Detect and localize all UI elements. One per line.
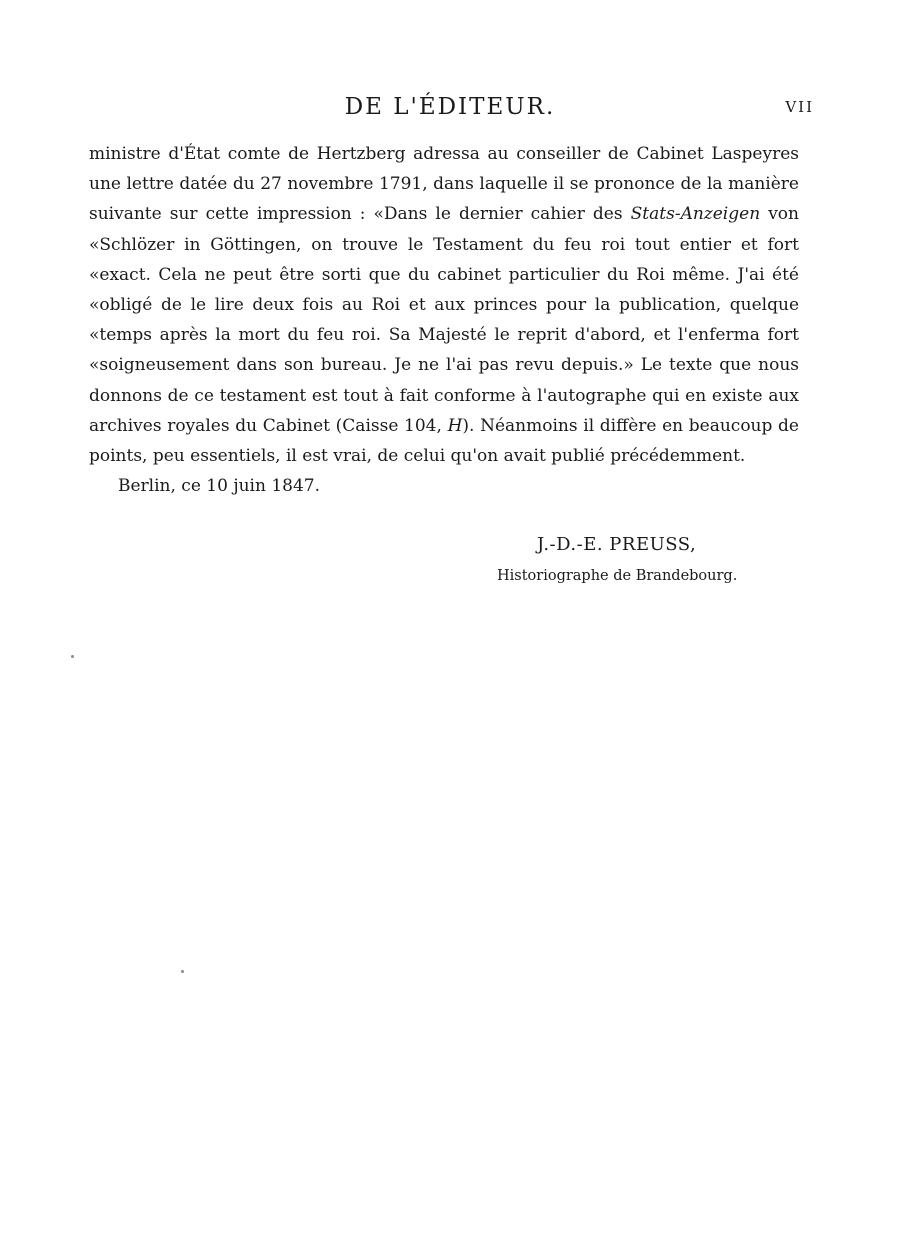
text-line: «soigneusement dans son bureau. Je ne l'ai pas revu depuis.» Le texte que nous xyxy=(89,355,799,376)
text-line: points, peu essentiels, il est vrai, de celui qu'on avait publié précédemment. xyxy=(89,445,746,466)
signature-title: Historiographe de Brandebourg. xyxy=(497,568,738,584)
page-number: VII xyxy=(785,98,814,116)
text-line: ministre d'État comte de Hertzberg adressa au conseiller de Cabinet Laspeyres xyxy=(89,144,799,164)
text-line: «temps après la mort du feu roi. Sa Majesté le reprit d'abord, et l'enferma fort xyxy=(89,325,799,346)
text-run: suivante sur cette impression : «Dans le dernier cahier des xyxy=(89,204,631,225)
text-line: «exact. Cela ne peut être sorti que du cabinet particulier du Roi même. J'ai été xyxy=(89,264,799,285)
text-run: von xyxy=(760,204,799,225)
text-run: archives royales du Cabinet (Caisse 104, xyxy=(89,415,448,436)
dateline: Berlin, ce 10 juin 1847. xyxy=(118,476,321,497)
running-title: DE L'ÉDITEUR. xyxy=(344,94,556,120)
text-line: donnons de ce testament est tout à fait conforme à l'autographe qui en existe aux xyxy=(89,385,799,406)
paper-speck xyxy=(71,655,74,658)
text-line: «Schlözer in Göttingen, on trouve le Testament du feu roi tout entier et fort xyxy=(89,234,799,255)
body-text xyxy=(89,139,799,501)
italic-title: Stats-Anzeigen xyxy=(630,204,761,225)
text-run: ). Néanmoins il diffère en beaucoup de xyxy=(462,415,799,436)
italic-letter: H xyxy=(447,415,463,436)
text-line: «obligé de le lire deux fois au Roi et aux princes pour la publication, quelque xyxy=(89,294,799,315)
text-line xyxy=(89,411,799,441)
text-line xyxy=(89,199,799,229)
running-head xyxy=(0,92,900,122)
signature-name: J.-D.-E. PREUSS, xyxy=(537,534,697,555)
paper-speck xyxy=(181,970,184,973)
text-line: une lettre datée du 27 novembre 1791, dans laquelle il se prononce de la manière xyxy=(89,174,799,195)
